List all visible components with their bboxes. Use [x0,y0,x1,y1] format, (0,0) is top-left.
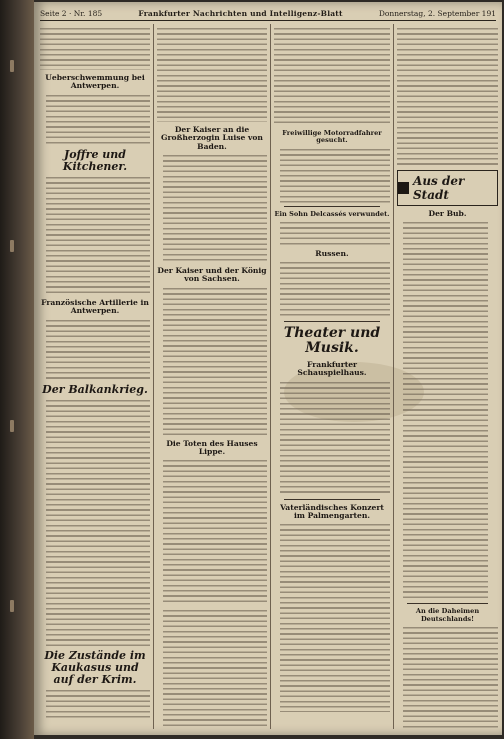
article-body [163,608,267,728]
article-heading: Joffre und Kitchener. [62,147,128,173]
article-heading: Russen. [315,248,349,258]
article-body [163,153,267,263]
divider [407,603,488,604]
article-heading: Der Balkankrieg. [42,382,148,396]
article-heading: An die Daheimen Deutschlands! [415,607,480,623]
article-body [46,688,150,718]
text-block [157,26,267,122]
article-body [280,522,390,712]
section-body [280,380,390,496]
column-1 [40,24,150,729]
article-body [280,260,390,318]
binding-stitch [10,240,14,252]
article-heading: Der Kaiser und der König von Sachsen. [157,266,267,284]
section-box-title: Aus der Stadt [413,174,465,202]
divider [284,499,380,500]
poem-stanzas [403,220,488,600]
article-body [280,147,390,203]
text-block [397,26,498,166]
divider [284,206,380,207]
article-body [46,93,150,145]
column-rule [153,24,154,729]
article-heading: Freiwillige Motorradfahrer gesucht. [282,129,382,145]
masthead-date: Donnerstag, 2. September 191 [378,8,496,18]
newspaper-page [34,2,502,735]
box-marker-icon [398,182,409,194]
article-heading: Ueberschwemmung bei Antwerpen. [45,73,145,91]
article-heading: Ein Sohn Delcassés verwundet. [274,209,390,218]
column-2 [157,24,267,729]
binding-stitch [10,60,14,72]
article-body [46,398,150,646]
article-body [46,318,150,380]
text-block [274,26,390,126]
column-rule [270,24,271,729]
section-subtitle: Frankfurter Schauspielhaus. [297,359,367,378]
divider [284,321,380,322]
binding-stitch [10,600,14,612]
column-rule [393,24,394,729]
article-body [403,625,498,729]
column-3 [274,24,390,729]
article-heading: Die Zustände im Kaukasus und auf der Krim. [44,648,146,686]
text-block [40,26,150,70]
poem [397,220,498,600]
article-heading: Vaterländisches Konzert im Palmengarten. [280,502,384,520]
column-4 [397,24,498,729]
section-box [397,170,498,206]
article-heading: Französische Artillerie in Antwerpen. [41,297,149,316]
binding-stitch [10,420,14,432]
article-body [163,458,267,604]
binding-spine [0,0,34,739]
article-body [280,220,390,246]
poem-title: Der Bub. [428,209,467,218]
article-body [163,286,267,436]
masthead-page-number: Seite 2 · Nr. 185 [40,8,103,18]
masthead-title: Frankfurter Nachrichten und Intelligenz-Blatt [138,8,343,18]
section-title: Theater und Musik. [283,325,381,357]
article-heading: Der Kaiser an die Großherzogin Luise von Baden. [161,125,263,151]
article-heading: Die Toten des Hauses Lippe. [166,438,258,457]
article-body [46,175,150,295]
masthead [40,6,496,21]
